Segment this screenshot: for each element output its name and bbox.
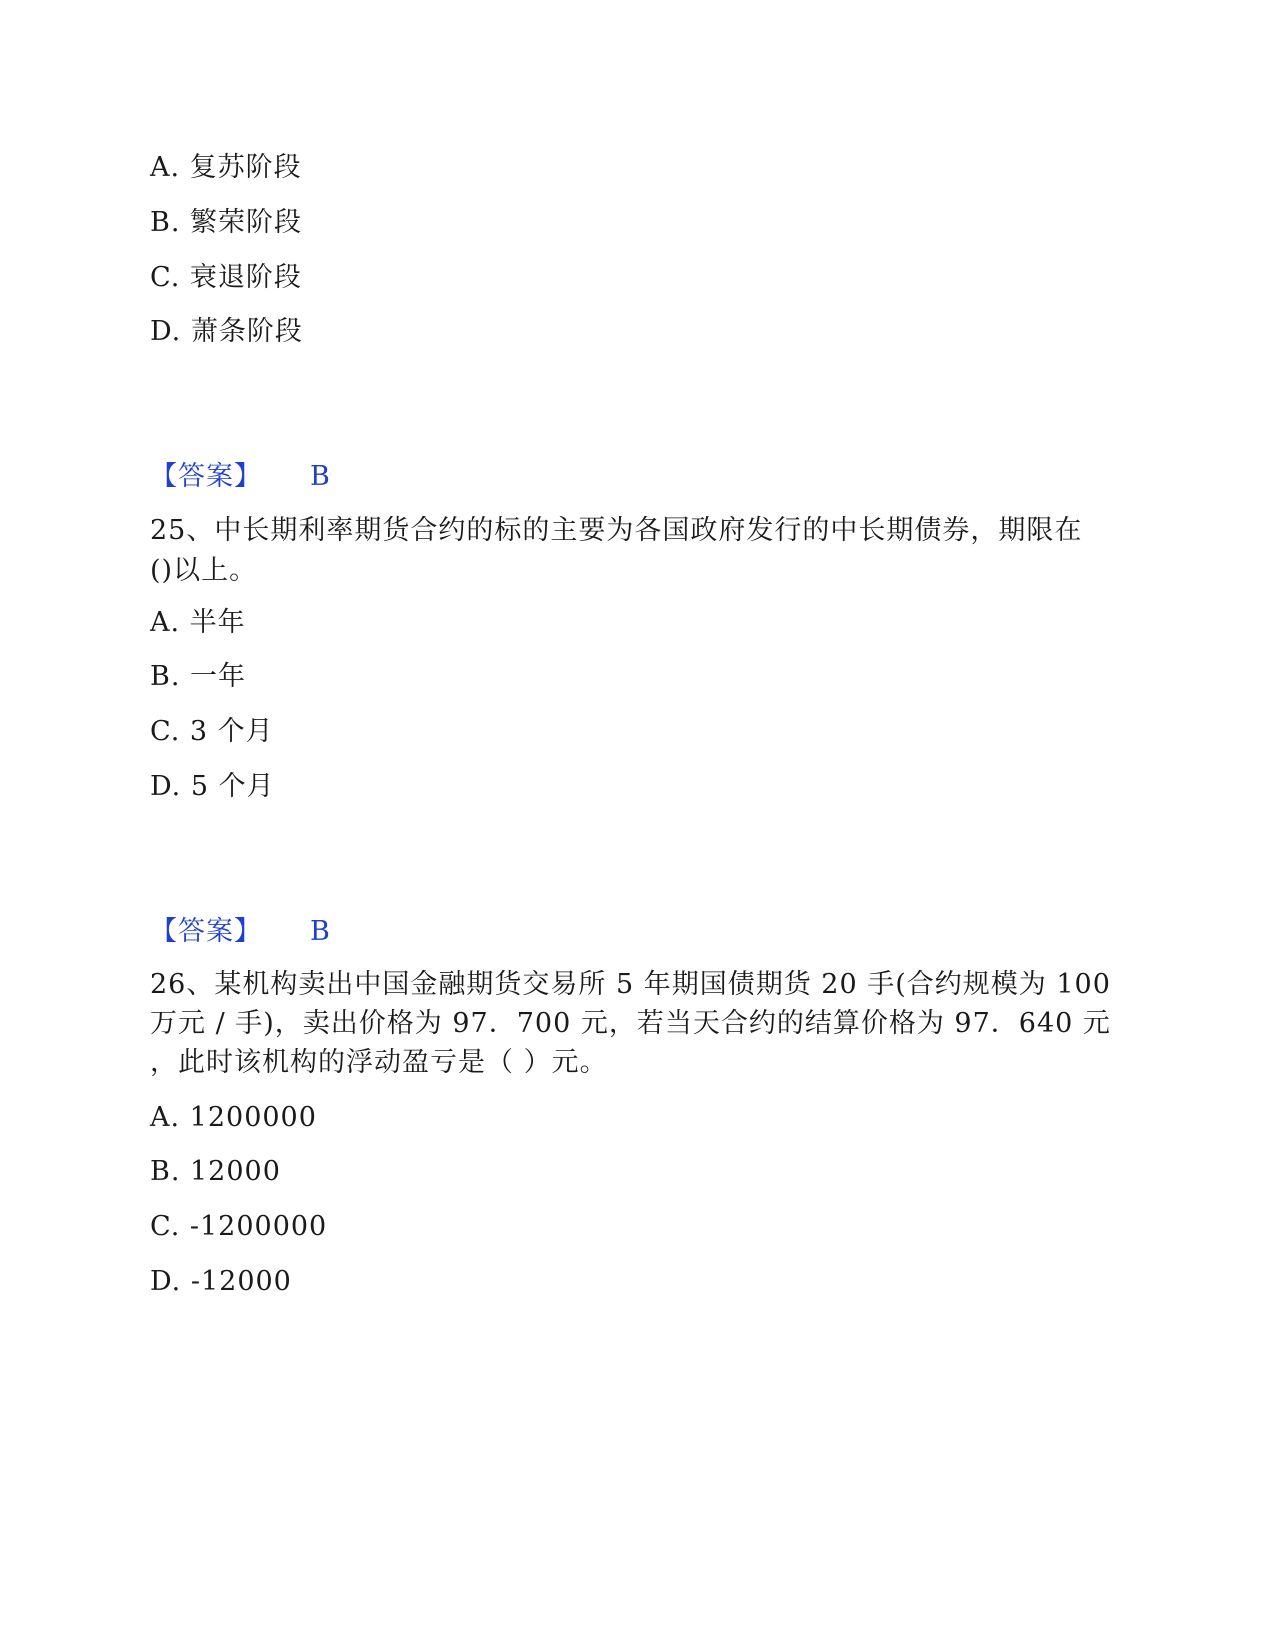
q25-answer-value: B xyxy=(310,916,331,947)
q24-option-d: D. 萧条阶段 xyxy=(150,316,303,347)
q25-stem-line-2: ()以上。 xyxy=(150,555,258,586)
q24-answer xyxy=(150,457,331,497)
q25-option-a: A. 半年 xyxy=(150,607,246,638)
q24-option-a: A. 复苏阶段 xyxy=(150,152,302,183)
q25-answer xyxy=(150,912,331,952)
q26-option-c: C. -1200000 xyxy=(150,1211,328,1242)
q26-stem-line-1: 26、某机构卖出中国金融期货交易所 5 年期国债期货 20 手(合约规模为 100 xyxy=(150,969,1111,1000)
q26-stem-line-3: ，此时该机构的浮动盈亏是（ ）元。 xyxy=(150,1047,608,1078)
q25-option-b: B. 一年 xyxy=(150,661,247,692)
q25-answer-label: 【答案】 xyxy=(150,916,262,947)
q26-option-a: A. 1200000 xyxy=(150,1102,317,1133)
q26-stem-line-2: 万元 / 手)，卖出价格为 97．700 元，若当天合约的结算价格为 97．640 元 xyxy=(150,1008,1111,1039)
q24-answer-label: 【答案】 xyxy=(150,461,262,492)
q25-option-d: D. 5 个月 xyxy=(150,771,275,802)
q24-option-c: C. 衰退阶段 xyxy=(150,262,302,293)
q25-stem-line-1: 25、中长期利率期货合约的标的主要为各国政府发行的中长期债券，期限在 xyxy=(150,515,1083,546)
q26-option-b: B. 12000 xyxy=(150,1156,281,1187)
q24-answer-value: B xyxy=(310,461,331,492)
q25-option-c: C. 3 个月 xyxy=(150,716,274,747)
q24-option-b: B. 繁荣阶段 xyxy=(150,207,303,238)
q26-option-d: D. -12000 xyxy=(150,1266,292,1297)
